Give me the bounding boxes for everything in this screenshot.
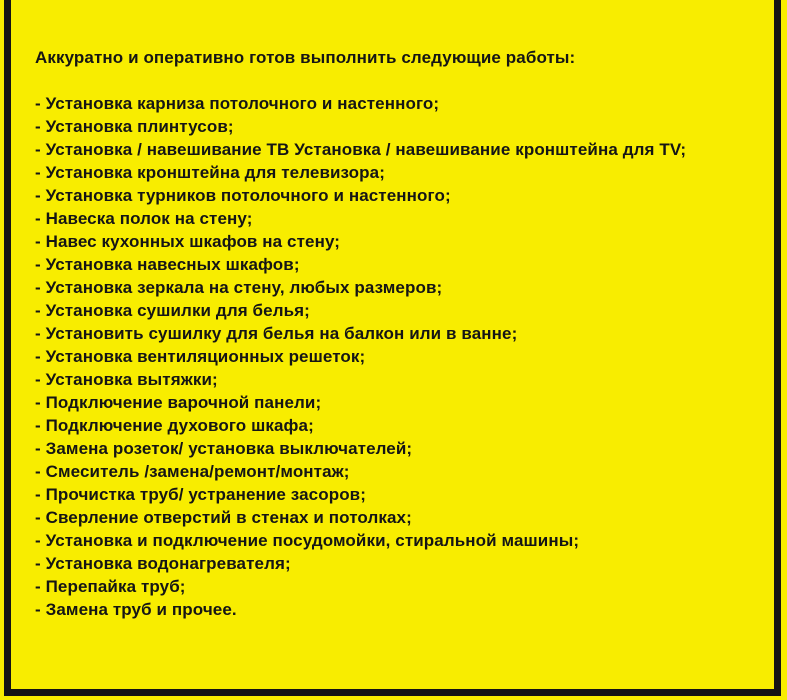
service-line: - Установка вентиляционных решеток; — [35, 347, 366, 366]
flyer-intro-text: Аккуратно и оперативно готов выполнить следующие работы: — [35, 48, 576, 67]
service-line: - Установка и подключение посудомойки, стиральной машины; — [35, 531, 580, 550]
service-line: - Навеска полок на стену; — [35, 209, 253, 228]
service-line: - Сверление отверстий в стенах и потолках; — [35, 508, 412, 527]
service-line: - Подключение варочной панели; — [35, 393, 322, 412]
service-line: - Прочистка труб/ устранение засоров; — [35, 485, 366, 504]
service-line: - Установка кронштейна для телевизора; — [35, 163, 385, 182]
service-line: - Установка турников потолочного и настенного; — [35, 186, 451, 205]
service-line: - Замена розеток/ установка выключателей; — [35, 439, 413, 458]
service-line: - Навес кухонных шкафов на стену; — [35, 232, 341, 251]
service-line: - Установка вытяжки; — [35, 370, 218, 389]
service-line: - Установка навесных шкафов; — [35, 255, 300, 274]
service-line: - Установка карниза потолочного и настенного; — [35, 94, 440, 113]
services-list — [35, 92, 757, 621]
service-line: - Замена труб и прочее. — [35, 600, 237, 619]
service-line: - Смеситель /замена/ремонт/монтаж; — [35, 462, 350, 481]
service-line: - Установка водонагревателя; — [35, 554, 291, 573]
service-line: - Установка плинтусов; — [35, 117, 234, 136]
services-flyer — [35, 46, 757, 621]
service-line: - Установка зеркала на стену, любых размеров; — [35, 278, 443, 297]
service-line: - Перепайка труб; — [35, 577, 186, 596]
service-line: - Установить сушилку для белья на балкон или в ванне; — [35, 324, 518, 343]
service-line: - Подключение духового шкафа; — [35, 416, 314, 435]
service-line: - Установка сушилки для белья; — [35, 301, 310, 320]
service-line: - Установка / навешивание ТВ Установка / навешивание кронштейна для TV; — [35, 140, 687, 159]
